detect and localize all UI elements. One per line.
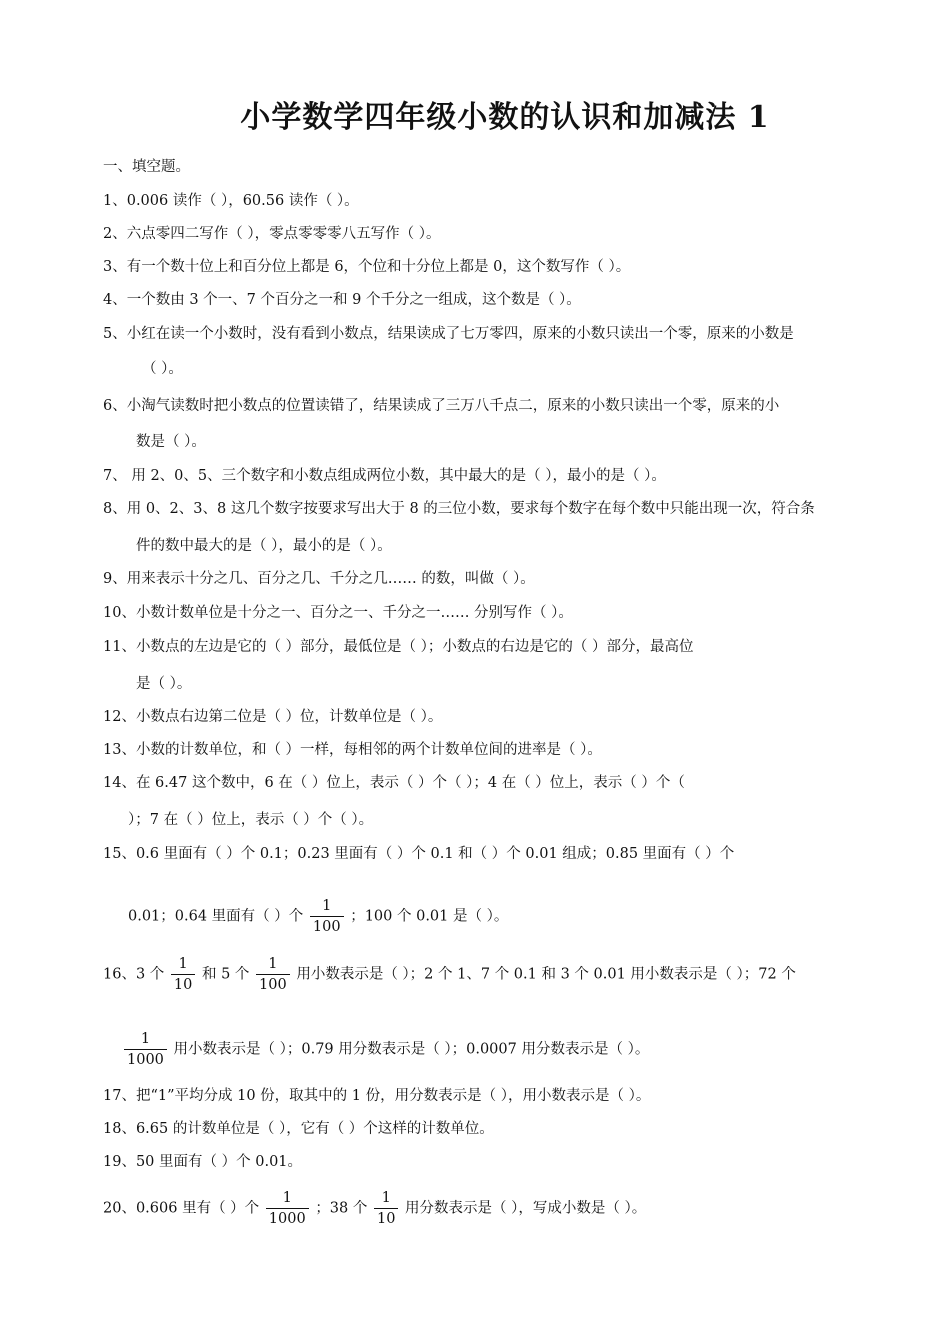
fraction-denominator: 1000 xyxy=(127,1052,164,1068)
question-20-text-b: ；38 个 xyxy=(315,1200,368,1217)
question-9: 9、用来表示十分之几、百分之几、千分之几…… 的数，叫做（ ）。 xyxy=(103,571,535,587)
question-5-line-2: （ ）。 xyxy=(142,361,183,377)
question-6-line-1: 6、小淘气读数时把小数点的位置读错了，结果读成了三万八千点二，原来的小数只读出一个零，原来的小 xyxy=(103,398,780,414)
question-14-line-2: ）；7 在（ ）位上，表示（ ）个（ ）。 xyxy=(128,812,374,828)
question-7: 7、 用 2、0、5、三个数字和小数点组成两位小数，其中最大的是（ ），最小的是（ ）。 xyxy=(103,468,666,484)
fraction-denominator: 100 xyxy=(312,919,341,935)
question-16-text-c: 用小数表示是（ ）；2 个 1、7 个 0.1 和 3 个 0.01 用小数表示是（ ）；72 个 xyxy=(296,966,796,983)
question-8-line-2: 件的数中最大的是（ ），最小的是（ ）。 xyxy=(136,538,392,554)
fraction-1-over-10 xyxy=(374,1188,398,1229)
question-4: 4、一个数由 3 个一、7 个百分之一和 9 个千分之一组成，这个数是（ ）。 xyxy=(103,292,581,308)
question-5-line-1: 5、小红在读一个小数时，没有看到小数点，结果读成了七万零四，原来的小数只读出一个零，原来的小数是 xyxy=(103,326,794,342)
fraction-numerator: 1 xyxy=(374,1188,398,1209)
question-19: 19、50 里面有（ ）个 0.01。 xyxy=(103,1154,303,1170)
fraction-1-over-100 xyxy=(310,896,344,937)
question-13: 13、小数的计数单位，和（ ）一样，每相邻的两个计数单位间的进率是（ ）。 xyxy=(103,742,602,758)
question-16-text-b: 和 5 个 xyxy=(201,966,250,983)
question-16-line-2 xyxy=(122,1029,865,1070)
fraction-1-over-10 xyxy=(171,954,195,995)
page-title: 小学数学四年级小数的认识和加减法 1 xyxy=(240,100,770,135)
question-18: 18、6.65 的计数单位是（ ），它有（ ）个这样的计数单位。 xyxy=(103,1121,494,1137)
question-15-text-a: 0.01；0.64 里面有（ ）个 xyxy=(128,908,304,925)
fraction-numerator: 1 xyxy=(124,1029,167,1050)
fraction-denominator: 100 xyxy=(259,977,287,993)
question-20-text-a: 20、0.606 里有（ ）个 xyxy=(103,1200,260,1217)
question-17: 17、把“1”平均分成 10 份，取其中的 1 份，用分数表示是（ ），用小数表示是（ ）。 xyxy=(103,1088,651,1104)
fraction-numerator: 1 xyxy=(256,954,290,975)
fraction-numerator: 1 xyxy=(266,1188,309,1209)
question-20-text-c: 用分数表示是（ ），写成小数是（ ）。 xyxy=(405,1200,647,1217)
question-8-line-1: 8、用 0、2、3、8 这几个数字按要求写出大于 8 的三位小数，要求每个数字在每个数中只能出现一次，符合条 xyxy=(103,501,815,517)
fraction-numerator: 1 xyxy=(310,896,344,917)
question-10: 10、小数计数单位是十分之一、百分之一、千分之一…… 分别写作（ ）。 xyxy=(103,605,573,621)
question-3: 3、有一个数十位上和百分位上都是 6，个位和十分位上都是 0，这个数写作（ ）。 xyxy=(103,259,631,275)
question-15-line-1: 15、0.6 里面有（ ）个 0.1；0.23 里面有（ ）个 0.1 和（ ）个 0.01 组成；0.85 里面有（ ）个 xyxy=(103,846,735,862)
question-6-line-2: 数是（ ）。 xyxy=(136,434,206,450)
question-15-line-2 xyxy=(128,896,865,937)
question-16-line-1 xyxy=(103,954,865,995)
question-11-line-2: 是（ ）。 xyxy=(136,676,192,692)
fraction-numerator: 1 xyxy=(171,954,195,975)
question-16-text-d: 用小数表示是（ ）；0.79 用分数表示是（ ）；0.0007 用分数表示是（ ）。 xyxy=(173,1041,650,1058)
question-20 xyxy=(103,1188,865,1229)
question-14-line-1: 14、在 6.47 这个数中，6 在（ ）位上，表示（ ）个（ ）；4 在（ ）位上，表示（ ）个（ xyxy=(103,775,685,791)
section-heading: 一、填空题。 xyxy=(103,159,190,175)
question-1: 1、0.006 读作（ ），60.56 读作（ ）。 xyxy=(103,193,359,209)
question-12: 12、小数点右边第二位是（ ）位，计数单位是（ ）。 xyxy=(103,709,443,725)
fraction-denominator: 10 xyxy=(376,1211,396,1227)
fraction-1-over-1000 xyxy=(124,1029,167,1070)
question-2: 2、六点零四二写作（ ），零点零零零八五写作（ ）。 xyxy=(103,226,441,242)
fraction-1-over-1000 xyxy=(266,1188,309,1229)
question-11-line-1: 11、小数点的左边是它的（ ）部分，最低位是（ ）；小数点的右边是它的（ ）部分，最高位 xyxy=(103,639,694,655)
fraction-denominator: 1000 xyxy=(268,1211,306,1227)
question-16-text-a: 16、3 个 xyxy=(103,966,165,983)
question-15-text-b: ；100 个 0.01 是（ ）。 xyxy=(350,908,509,925)
fraction-denominator: 10 xyxy=(173,977,193,993)
fraction-1-over-100 xyxy=(256,954,290,995)
